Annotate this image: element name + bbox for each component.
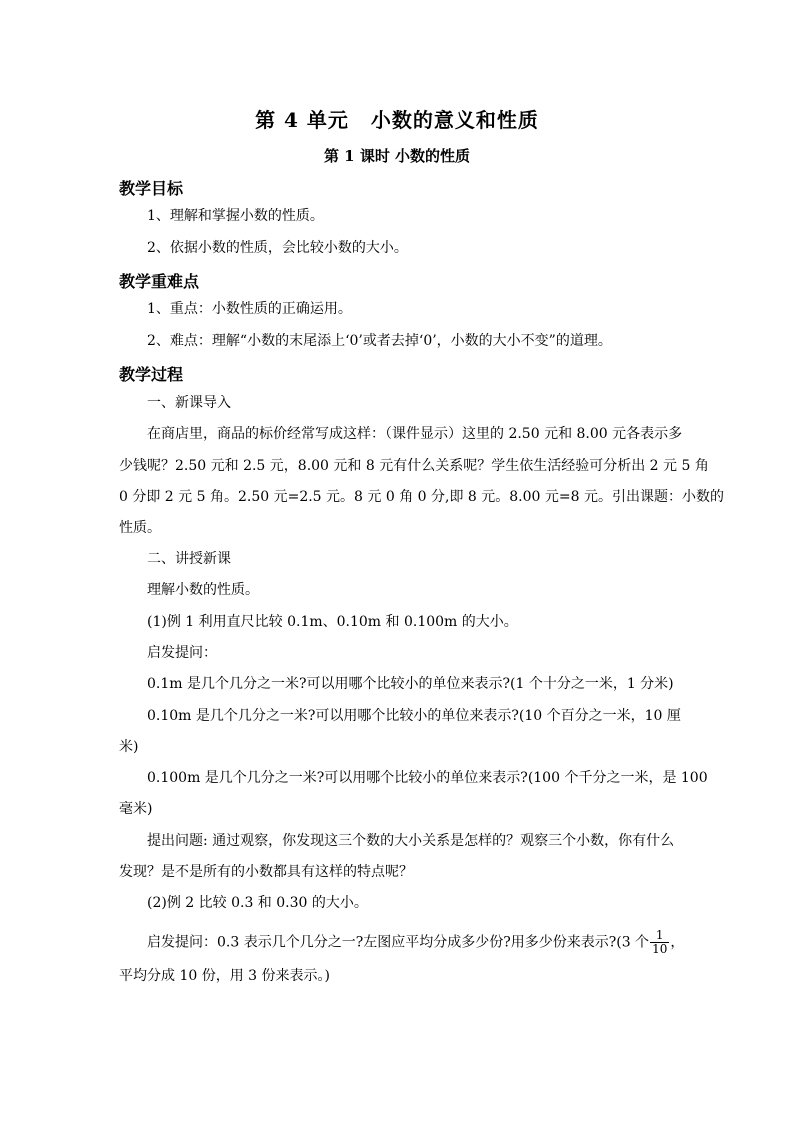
unit-label: 第 4 单元 [255, 108, 349, 132]
intro-paragraph-line-3: 0 分即 2 元 5 角。2.50 元=2.5 元。8 元 0 角 0 分,即 8 元。8.00 元=8 元。引出课题：小数的 [119, 489, 724, 505]
goal-item-2: 2、依据小数的性质，会比较小数的大小。 [147, 240, 408, 256]
goals-heading: 教学目标 [119, 179, 184, 198]
goal-item-1: 1、理解和掌握小数的性质。 [147, 208, 324, 224]
question-3-line-1: 0.100m 是几个几分之一米?可以用哪个比较小的单位来表示?(100 个千分之一米，是 100 [147, 770, 708, 786]
lesson-subtitle: 第 1 课时 小数的性质 [323, 147, 471, 165]
fraction-one-tenth [650, 929, 669, 956]
prompt-label: 启发提问： [147, 645, 217, 661]
unit-topic: 小数的意义和性质 [370, 108, 539, 132]
last-prompt-comma: ， [670, 934, 685, 951]
question-3-line-2: 毫米) [119, 801, 153, 817]
key-points-heading: 教学重难点 [119, 272, 200, 291]
last-prompt-line-1 [147, 929, 684, 956]
new-lesson-heading: 二、讲授新课 [147, 551, 231, 567]
key-point-2: 2、难点：理解“小数的末尾添上‘0’或者去掉‘0’，小数的大小不变”的道理。 [147, 333, 612, 349]
fraction-numerator: 1 [650, 929, 669, 943]
intro-paragraph-line-2: 少钱呢？2.50 元和 2.5 元，8.00 元和 8 元有什么关系呢？学生依生活经验可分析出 2 元 5 角 [119, 458, 709, 474]
last-prompt-text: 启发提问：0.3 表示几个几分之一?左图应平均分成多少份?用多少份来表示?(3 个 [147, 934, 650, 951]
ask-line-2: 发现？是不是所有的小数都具有这样的特点呢？ [119, 864, 413, 880]
question-2-line-1: 0.10m 是几个几分之一米?可以用哪个比较小的单位来表示?(10 个百分之一米，10 厘 [147, 708, 681, 724]
ask-line-1: 提出问题: 通过观察，你发现这三个数的大小关系是怎样的？观察三个小数，你有什么 [147, 833, 675, 849]
page-title [0, 104, 794, 133]
question-1: 0.1m 是几个几分之一米?可以用哪个比较小的单位来表示?(1 个十分之一米，1 分米) [147, 676, 674, 692]
example-2: (2)例 2 比较 0.3 和 0.30 的大小。 [147, 895, 368, 911]
fraction-denominator: 10 [652, 942, 668, 956]
intro-heading: 一、新课导入 [147, 395, 231, 411]
example-1: (1)例 1 利用直尺比较 0.1m、0.10m 和 0.100m 的大小。 [147, 614, 518, 630]
understand-line: 理解小数的性质。 [147, 582, 259, 598]
key-point-1: 1、重点：小数性质的正确运用。 [147, 301, 352, 317]
intro-paragraph-line-1: 在商店里，商品的标价经常写成这样：（课件显示）这里的 2.50 元和 8.00 元各表示多 [147, 426, 683, 442]
last-prompt-line-2: 平均分成 10 份，用 3 份来表示。) [119, 968, 330, 984]
intro-paragraph-line-4: 性质。 [119, 520, 161, 536]
question-2-line-2: 米) [119, 739, 139, 755]
process-heading: 教学过程 [119, 365, 184, 384]
